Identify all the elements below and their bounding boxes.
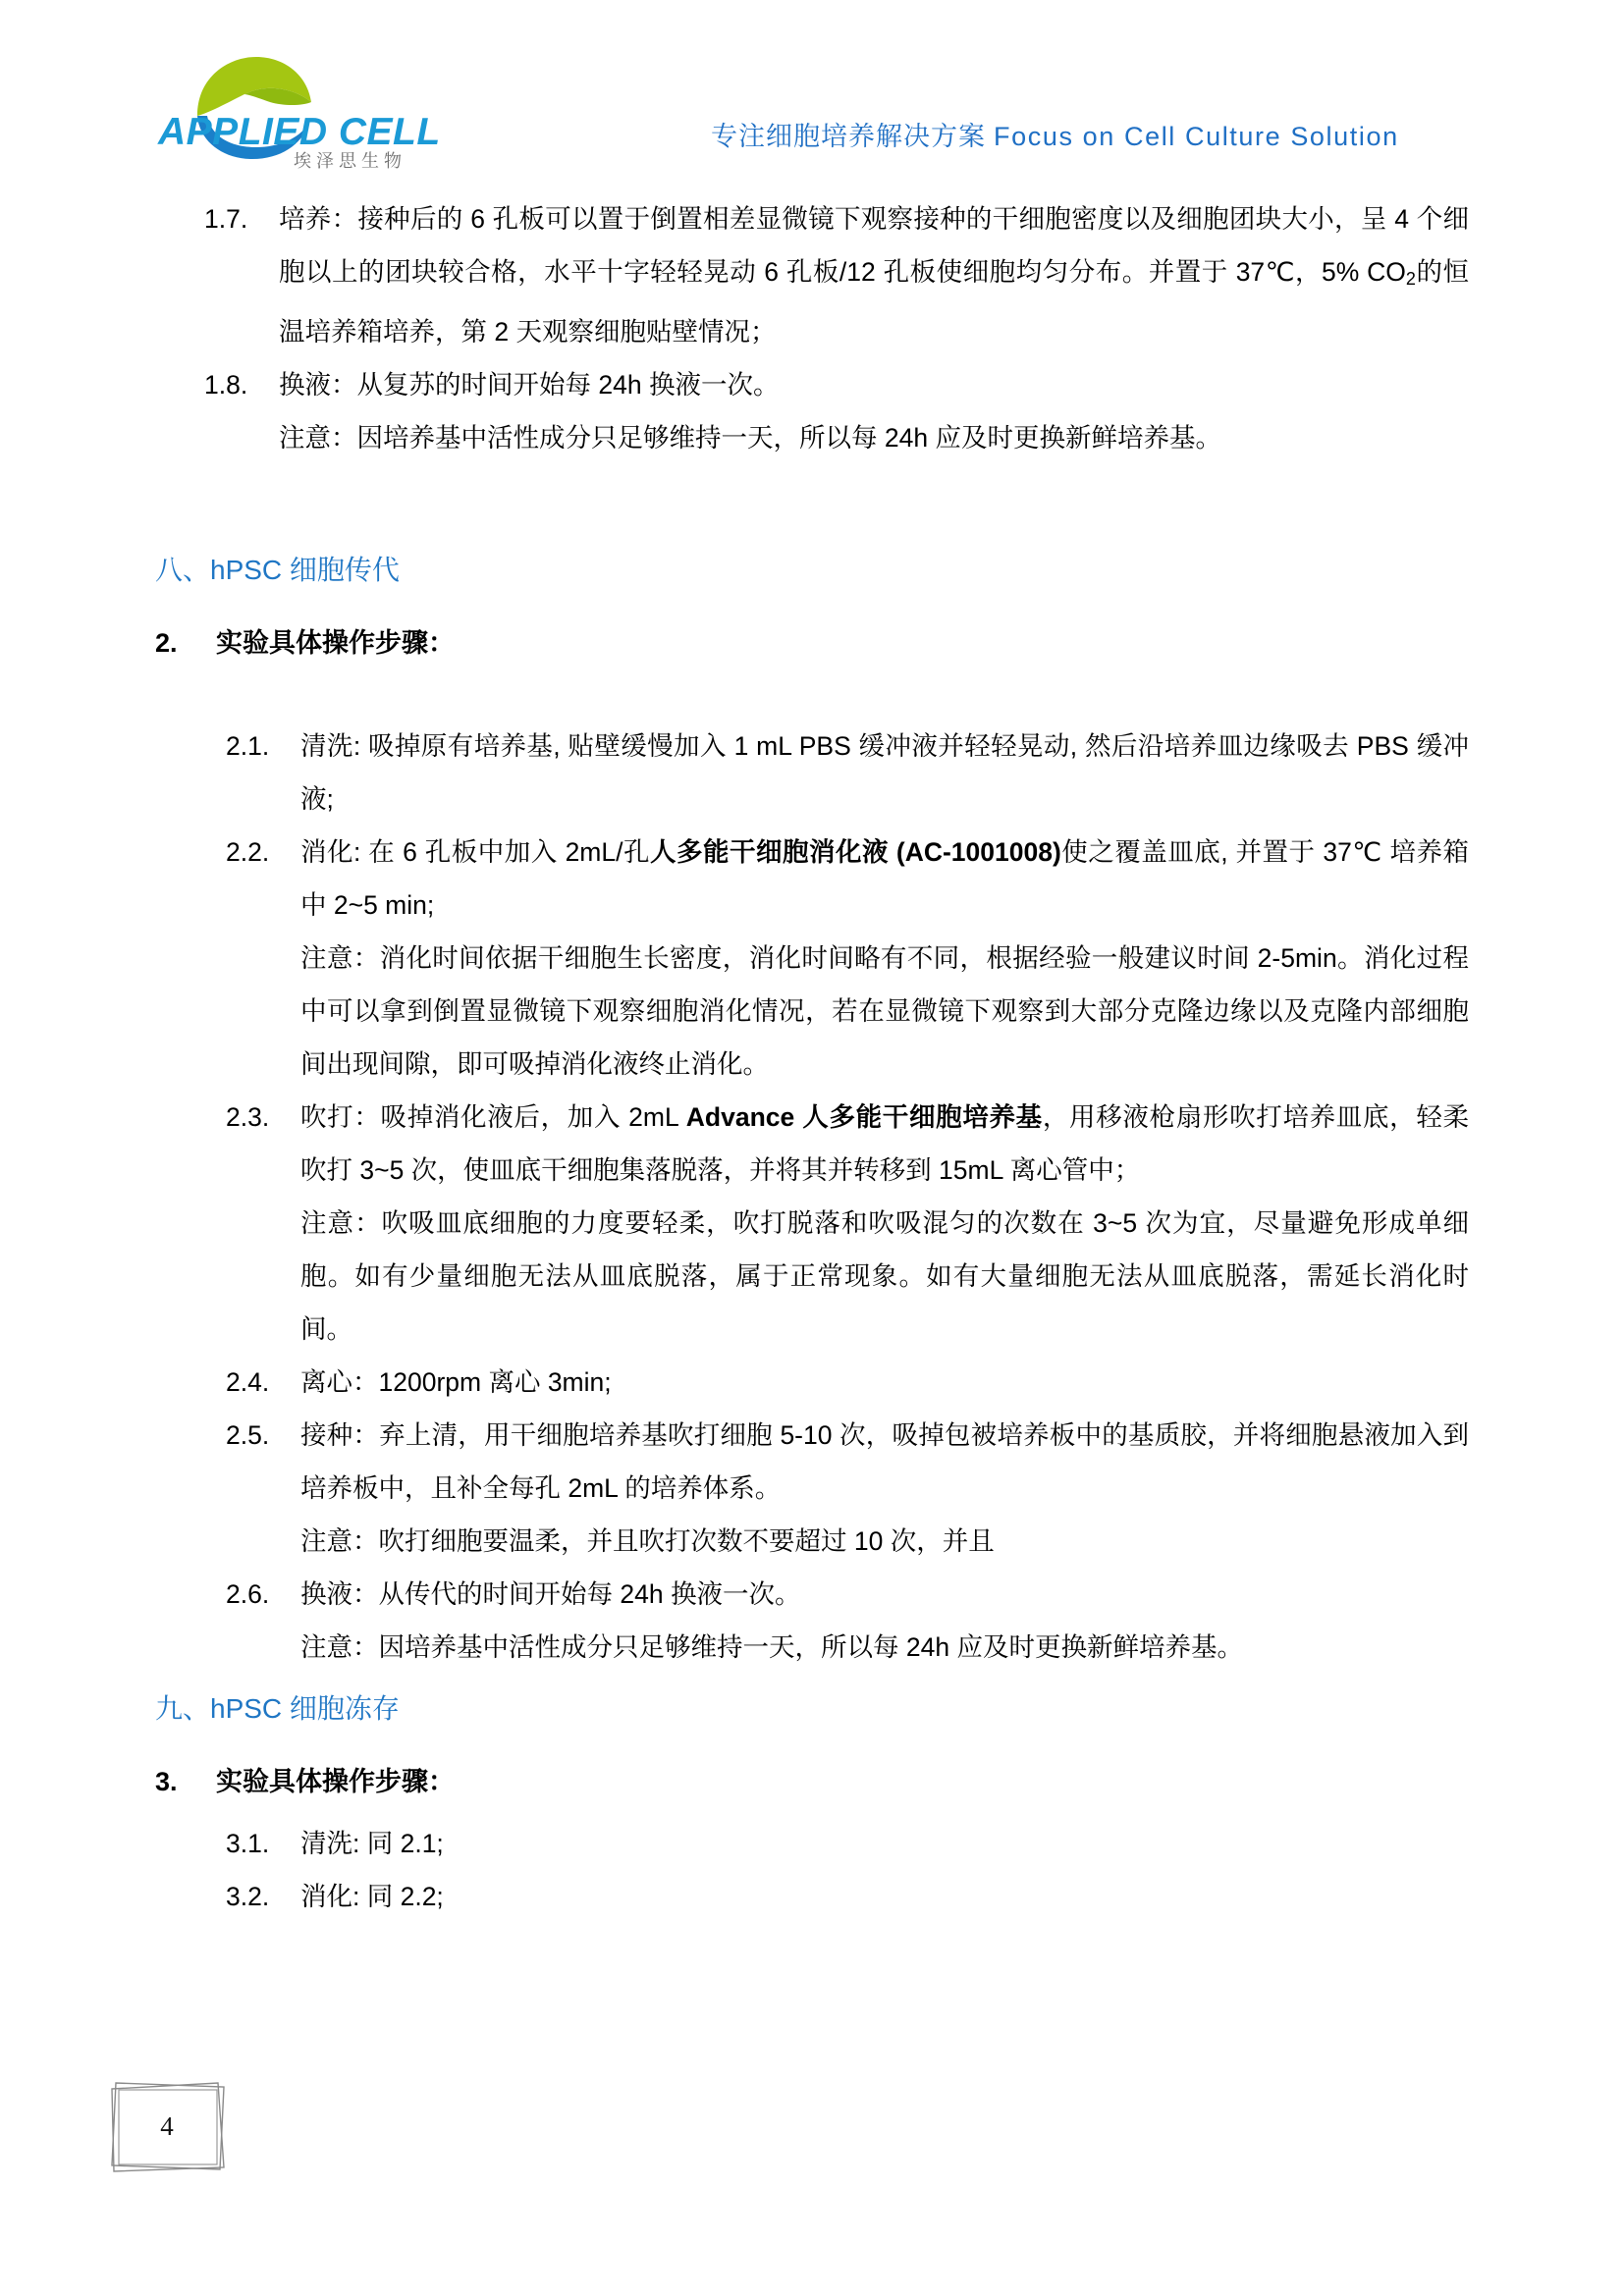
list-item-note: 注意：因培养基中活性成分只足够维持一天，所以每 24h 应及时更换新鲜培养基。 — [279, 422, 1221, 453]
list-item-number: 2.3. — [226, 1101, 270, 1132]
list-item-text-b: 的恒温培养箱培养，第 2 天观察细胞贴壁情况； — [279, 257, 1469, 347]
list-item — [0, 358, 1624, 411]
list-item — [0, 1568, 1624, 1621]
list-item-note: 注意：消化时间依据干细胞生长密度，消化时间略有不同，根据经验一般建议时间 2-5min。消化过程中可以拿到倒置显微镜下观察细胞消化情况，若在显微镜下观察到大部分克隆边缘以及克隆内部细胞间出现间隙，即可吸掉消化液终止消化。 — [300, 942, 1469, 1079]
spacer — [0, 592, 1624, 621]
list-item-text — [300, 1091, 1469, 1197]
co2-subscript: 2 — [1405, 268, 1416, 289]
header-slogan-cn: 专注细胞培养解决方案 — [711, 122, 986, 151]
list-item-text: 换液：从传代的时间开始每 24h 换液一次。 — [300, 1578, 801, 1609]
list-item-note: 注意：吹吸皿底细胞的力度要轻柔，吹打脱落和吹吸混匀的次数在 3~5 次为宜，尽量避免形成单细胞。如有少量细胞无法从皿底脱落，属于正常现象。如有大量细胞无法从皿底脱落，需延长消化时间。 — [300, 1207, 1469, 1344]
list-item-number: 2.2. — [226, 836, 270, 867]
list-item-text — [279, 192, 1469, 358]
page-content — [0, 192, 1624, 1923]
list-item — [0, 1091, 1624, 1197]
list-item-text-post: ，用移液枪扇形吹打培养皿底，轻柔吹打 3~5 次，使皿底干细胞集落脱落，并将其并转移到 15mL 离心管中； — [300, 1101, 1470, 1185]
list-item-text-pre: 消化: 在 6 孔板中加入 2mL/孔 — [300, 836, 650, 867]
logo-chinese-name: 埃泽思生物 — [294, 151, 406, 169]
list-item-number: 2.1. — [226, 730, 270, 761]
logo-wordmark: APPLIED CELL — [158, 111, 441, 153]
page-number: 4 — [160, 2110, 174, 2141]
spacer — [0, 1731, 1624, 1760]
step-heading-number: 2. — [155, 627, 178, 658]
list-item — [0, 192, 1624, 358]
spacer — [0, 1674, 1624, 1687]
step-heading-3 — [0, 1760, 1624, 1803]
list-item-note: 注意：因培养基中活性成分只足够维持一天，所以每 24h 应及时更换新鲜培养基。 — [300, 1631, 1243, 1662]
company-logo — [154, 51, 449, 169]
list-item-number: 1.7. — [204, 204, 248, 234]
page-number-badge — [102, 2071, 232, 2181]
product-name-culture-medium: Advance 人多能干细胞培养基 — [685, 1101, 1043, 1132]
list-item-text: 离心：1200rpm 离心 3min; — [300, 1366, 612, 1397]
list-item — [0, 1409, 1624, 1515]
spacer — [0, 464, 1624, 549]
page-header — [0, 0, 1624, 192]
section-heading-9: 九、hPSC 细胞冻存 — [155, 1692, 400, 1724]
list-item-text: 接种：弃上清，用干细胞培养基吹打细胞 5-10 次，吸掉包被培养板中的基质胶，并将细胞悬液加入到培养板中，且补全每孔 2mL 的培养体系。 — [300, 1419, 1469, 1503]
header-slogan — [711, 115, 1399, 153]
list-item — [0, 1870, 1624, 1923]
spacer — [0, 1803, 1624, 1817]
list-item-number: 3.2. — [226, 1881, 270, 1911]
list-item-text: 清洗: 同 2.1; — [300, 1828, 444, 1858]
list-item-text-pre: 吹打：吸掉消化液后，加入 2mL — [300, 1101, 686, 1132]
step-heading-2 — [0, 621, 1624, 665]
step-heading-text: 实验具体操作步骤： — [216, 1766, 455, 1796]
list-item-text: 清洗: 吸掉原有培养基, 贴壁缓慢加入 1 mL PBS 缓冲液并轻轻晃动, 然后沿培养皿边缘吸去 PBS 缓冲液; — [300, 730, 1469, 814]
applied-cell-logo-icon — [154, 51, 449, 169]
list-item-text-post: 使之覆盖皿底, 并置于 37℃ 培养箱中 2~5 min; — [300, 836, 1470, 920]
list-item-number: 1.8. — [204, 369, 248, 400]
list-item-text: 换液：从复苏的时间开始每 24h 换液一次。 — [279, 369, 780, 400]
list-item-text-a: 培养：接种后的 6 孔板可以置于倒置相差显微镜下观察接种的干细胞密度以及细胞团块大小，呈 4 个细胞以上的团块较合格，水平十字轻轻晃动 6 孔板/12 孔板使细胞均匀分布。并置于 37℃，5% CO — [279, 204, 1469, 287]
section-heading-8: 八、hPSC 细胞传代 — [155, 554, 400, 585]
list-item-text — [300, 826, 1469, 932]
list-item — [0, 1356, 1624, 1409]
list-item-number: 2.5. — [226, 1419, 270, 1450]
header-slogan-en: Focus on Cell Culture Solution — [994, 122, 1399, 151]
list-item-note: 注意：吹打细胞要温柔，并且吹打次数不要超过 10 次，并且 — [300, 1525, 995, 1556]
list-item — [0, 720, 1624, 826]
list-item — [0, 1817, 1624, 1870]
list-item-number: 2.4. — [226, 1366, 270, 1397]
list-item-number: 3.1. — [226, 1828, 270, 1858]
spacer — [0, 665, 1624, 720]
step-heading-text: 实验具体操作步骤： — [216, 627, 455, 658]
list-item-text: 消化: 同 2.2; — [300, 1881, 444, 1911]
step-heading-number: 3. — [155, 1766, 178, 1796]
product-name-digestive-solution: 人多能干细胞消化液 (AC-1001008) — [650, 836, 1061, 867]
list-item — [0, 826, 1624, 932]
list-item-number: 2.6. — [226, 1578, 270, 1609]
